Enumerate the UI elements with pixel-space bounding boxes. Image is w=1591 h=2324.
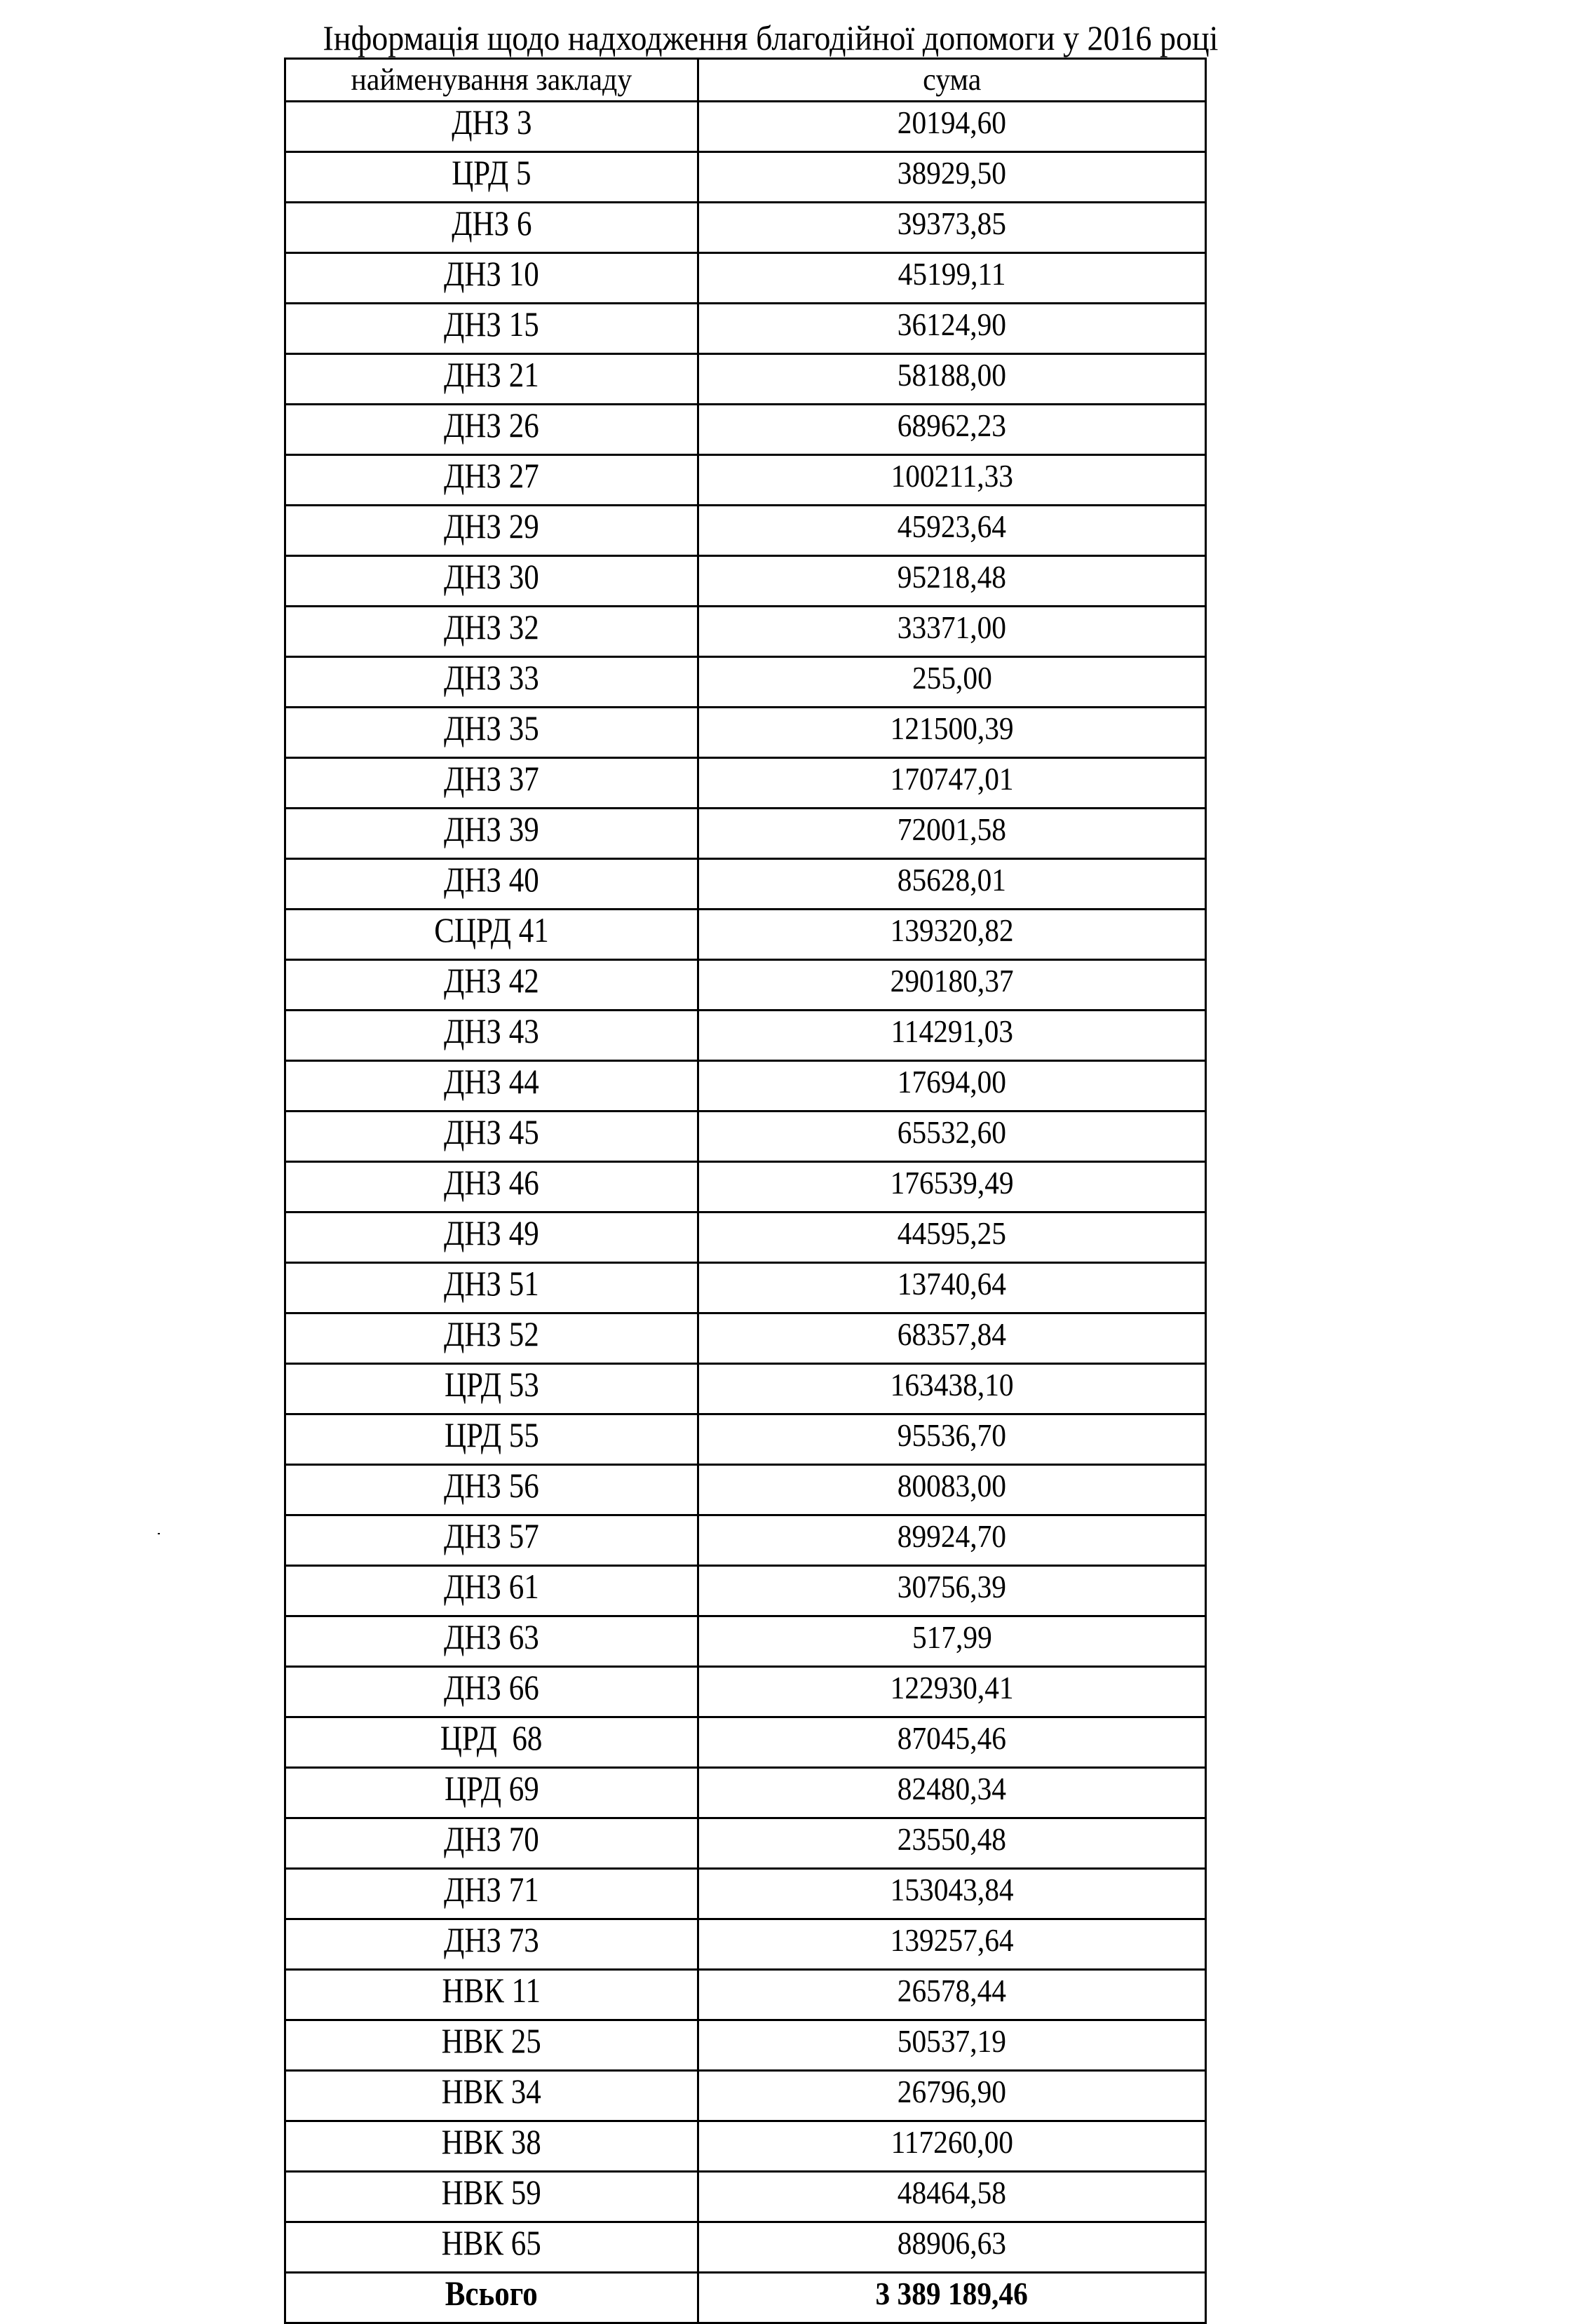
institution-name: ЦРД 68 (440, 1718, 543, 1757)
amount-cell (698, 1364, 1206, 1414)
table-row (285, 910, 1206, 960)
amount-value: 17694,00 (897, 1065, 1007, 1100)
table-row (285, 1465, 1206, 1515)
institution-cell (285, 1313, 698, 1364)
amount-cell (698, 1212, 1206, 1263)
amount-value: 95536,70 (897, 1418, 1007, 1453)
institution-name: ДНЗ 35 (444, 708, 539, 748)
amount-cell (698, 1263, 1206, 1313)
amount-value: 95218,48 (897, 560, 1007, 595)
institution-name: ДНЗ 27 (444, 456, 539, 495)
institution-name: СЦРД 41 (434, 910, 549, 950)
table-row (285, 1011, 1206, 1061)
institution-cell (285, 2222, 698, 2273)
institution-cell (285, 1011, 698, 1061)
institution-name: ДНЗ 21 (444, 355, 539, 394)
institution-name: НВК 11 (442, 1971, 541, 2010)
table-row (285, 1061, 1206, 1112)
institution-name: ДНЗ 51 (444, 1264, 539, 1303)
institution-name: ДНЗ 30 (444, 557, 539, 596)
institution-name: ЦРД 5 (452, 153, 532, 192)
institution-cell (285, 304, 698, 354)
institution-name: ДНЗ 70 (444, 1819, 539, 1858)
institution-cell (285, 556, 698, 607)
institution-name: ДНЗ 71 (444, 1870, 539, 1909)
amount-value: 88906,63 (897, 2226, 1007, 2261)
institution-name: ДНЗ 42 (444, 961, 539, 1000)
table-row (285, 1970, 1206, 2020)
amount-value: 139320,82 (890, 913, 1014, 948)
amount-value: 87045,46 (897, 1721, 1007, 1756)
institution-cell (285, 1919, 698, 1970)
amount-cell (698, 2222, 1206, 2273)
amount-value: 65532,60 (897, 1115, 1007, 1150)
table-row (285, 1919, 1206, 1970)
institution-cell (285, 203, 698, 253)
amount-value: 50537,19 (897, 2024, 1007, 2059)
amount-cell (698, 1515, 1206, 1566)
institution-cell (285, 152, 698, 203)
institution-name: ДНЗ 32 (444, 607, 539, 647)
amount-cell (698, 1061, 1206, 1112)
institution-name: НВК 65 (441, 2223, 542, 2262)
institution-cell (285, 253, 698, 304)
amount-value: 153043,84 (890, 1872, 1014, 1907)
table-header-row (285, 59, 1206, 102)
institution-name: НВК 59 (441, 2173, 542, 2212)
institution-name: ДНЗ 3 (451, 102, 532, 142)
institution-cell (285, 405, 698, 455)
institution-cell (285, 1717, 698, 1768)
institution-cell (285, 455, 698, 506)
institution-name: НВК 38 (441, 2122, 542, 2161)
amount-cell (698, 203, 1206, 253)
amount-cell (698, 1768, 1206, 1818)
amount-value: 30756,39 (897, 1569, 1007, 1604)
table-row (285, 1414, 1206, 1465)
institution-cell (285, 1414, 698, 1465)
institution-name: ДНЗ 6 (451, 203, 532, 243)
amount-cell (698, 960, 1206, 1011)
amount-cell (698, 758, 1206, 809)
amount-cell (698, 607, 1206, 657)
institution-cell (285, 657, 698, 708)
institution-cell (285, 1616, 698, 1667)
amount-cell (698, 1616, 1206, 1667)
amount-value: 170747,01 (890, 762, 1014, 797)
amount-value: 33371,00 (897, 610, 1007, 645)
table-row (285, 1162, 1206, 1212)
institution-cell (285, 506, 698, 556)
amount-value: 117260,00 (891, 2125, 1013, 2160)
amount-value: 39373,85 (897, 206, 1007, 241)
institution-name: ДНЗ 61 (444, 1567, 539, 1606)
institution-name: ДНЗ 44 (444, 1062, 539, 1101)
institution-cell (285, 1162, 698, 1212)
amount-cell (698, 152, 1206, 203)
institution-cell (285, 2071, 698, 2121)
amount-value: 36124,90 (897, 307, 1007, 342)
table-row (285, 960, 1206, 1011)
amount-cell (698, 1717, 1206, 1768)
amount-value: 290180,37 (890, 964, 1014, 999)
amount-cell (698, 859, 1206, 910)
institution-name: НВК 34 (441, 2072, 542, 2111)
table-row (285, 152, 1206, 203)
amount-value: 45199,11 (898, 257, 1006, 292)
table-row (285, 1566, 1206, 1616)
institution-cell (285, 1667, 698, 1717)
institution-name: ДНЗ 29 (444, 506, 539, 546)
amount-value: 85628,01 (897, 863, 1007, 898)
institution-name: ДНЗ 26 (444, 405, 539, 445)
table-row (285, 304, 1206, 354)
amount-cell (698, 1162, 1206, 1212)
amount-cell (698, 1414, 1206, 1465)
institution-cell (285, 1869, 698, 1919)
table-row (285, 607, 1206, 657)
amount-value: 176539,49 (890, 1166, 1014, 1201)
amount-cell (698, 102, 1206, 152)
total-label-cell (285, 2273, 698, 2323)
institution-name: ДНЗ 73 (444, 1920, 539, 1959)
institution-cell (285, 1768, 698, 1818)
amount-value: 72001,58 (897, 812, 1007, 847)
institution-cell (285, 1566, 698, 1616)
amount-value: 122930,41 (890, 1670, 1014, 1705)
amount-value: 68962,23 (897, 408, 1007, 443)
table-row (285, 1112, 1206, 1162)
amount-value: 517,99 (912, 1620, 992, 1655)
amount-cell (698, 1869, 1206, 1919)
institution-cell (285, 708, 698, 758)
institution-name: ДНЗ 15 (444, 304, 539, 344)
institution-cell (285, 2121, 698, 2172)
table-row (285, 2071, 1206, 2121)
amount-cell (698, 2172, 1206, 2222)
institution-name: ЦРД 69 (444, 1769, 539, 1808)
institution-cell (285, 910, 698, 960)
institution-cell (285, 102, 698, 152)
table-row (285, 1364, 1206, 1414)
table-row (285, 354, 1206, 405)
document-title (284, 18, 1219, 58)
table-row (285, 1869, 1206, 1919)
amount-value: 68357,84 (897, 1317, 1007, 1352)
institution-name: ДНЗ 49 (444, 1213, 539, 1252)
table-row (285, 2121, 1206, 2172)
amount-cell (698, 1667, 1206, 1717)
column-header-name-text: найменування закладу (351, 62, 632, 97)
institution-name: ДНЗ 57 (444, 1516, 539, 1555)
table-row (285, 506, 1206, 556)
institution-name: ДНЗ 10 (444, 254, 539, 293)
amount-value: 23550,48 (897, 1822, 1007, 1857)
amount-value: 121500,39 (890, 711, 1014, 746)
table-row (285, 657, 1206, 708)
amount-value: 163438,10 (890, 1367, 1014, 1403)
institution-cell (285, 1364, 698, 1414)
institution-cell (285, 859, 698, 910)
table-row (285, 1717, 1206, 1768)
institution-name: ДНЗ 56 (444, 1466, 539, 1505)
institution-cell (285, 1970, 698, 2020)
table-row (285, 1263, 1206, 1313)
amount-cell (698, 1818, 1206, 1869)
institution-name: ДНЗ 46 (444, 1163, 539, 1202)
amount-cell (698, 1970, 1206, 2020)
institution-cell (285, 1212, 698, 1263)
table-row (285, 859, 1206, 910)
column-header-amount (698, 59, 1206, 102)
institution-name: ДНЗ 43 (444, 1011, 539, 1050)
institution-cell (285, 1263, 698, 1313)
amount-value: 44595,25 (897, 1216, 1007, 1251)
amount-cell (698, 253, 1206, 304)
institution-cell (285, 960, 698, 1011)
table-total-row (285, 2273, 1206, 2323)
amount-cell (698, 809, 1206, 859)
amount-value: 82480,34 (897, 1771, 1007, 1806)
amount-cell (698, 405, 1206, 455)
amount-cell (698, 354, 1206, 405)
amount-value: 26796,90 (897, 2074, 1007, 2109)
table-row (285, 102, 1206, 152)
amount-cell (698, 910, 1206, 960)
table-row (285, 1818, 1206, 1869)
total-amount-cell (698, 2273, 1206, 2323)
amount-cell (698, 304, 1206, 354)
amount-value: 45923,64 (897, 509, 1007, 544)
column-header-amount-text: сума (922, 62, 982, 97)
amount-cell (698, 2121, 1206, 2172)
amount-cell (698, 556, 1206, 607)
table-row (285, 455, 1206, 506)
table-row (285, 809, 1206, 859)
institution-name: ДНЗ 63 (444, 1617, 539, 1656)
column-header-name (285, 59, 698, 102)
document-title-text: Інформація щодо надходження благодійної допомоги у 2016 році (323, 18, 1219, 58)
table-row (285, 556, 1206, 607)
institution-cell (285, 758, 698, 809)
table-row (285, 1768, 1206, 1818)
table-row (285, 253, 1206, 304)
amount-value: 80083,00 (897, 1468, 1007, 1504)
institution-cell (285, 809, 698, 859)
total-amount: 3 389 189,46 (875, 2276, 1029, 2311)
institution-cell (285, 1818, 698, 1869)
table-row (285, 1313, 1206, 1364)
table-body (285, 102, 1206, 2273)
amount-value: 26578,44 (897, 1973, 1007, 2008)
table-row (285, 405, 1206, 455)
institution-cell (285, 1112, 698, 1162)
amount-cell (698, 1313, 1206, 1364)
amount-value: 20194,60 (897, 105, 1007, 140)
institution-name: ДНЗ 45 (444, 1112, 539, 1151)
institution-cell (285, 1061, 698, 1112)
institution-name: ДНЗ 37 (444, 759, 539, 798)
institution-cell (285, 607, 698, 657)
table-row (285, 1515, 1206, 1566)
total-label: Всього (445, 2274, 538, 2313)
amount-value: 89924,70 (897, 1519, 1007, 1554)
amount-cell (698, 657, 1206, 708)
table-row (285, 1212, 1206, 1263)
amount-cell (698, 455, 1206, 506)
institution-name: ЦРД 55 (444, 1415, 539, 1454)
amount-value: 38929,50 (897, 156, 1007, 191)
amount-cell (698, 2020, 1206, 2071)
institution-name: НВК 25 (441, 2021, 542, 2060)
amount-cell (698, 1919, 1206, 1970)
amount-value: 100211,33 (891, 459, 1013, 494)
institution-name: ДНЗ 33 (444, 658, 539, 697)
institution-cell (285, 354, 698, 405)
institution-cell (285, 2172, 698, 2222)
table-row (285, 2222, 1206, 2273)
amount-cell (698, 1011, 1206, 1061)
institution-name: ДНЗ 39 (444, 809, 539, 849)
institution-cell (285, 1465, 698, 1515)
table-row (285, 1667, 1206, 1717)
table-row (285, 2020, 1206, 2071)
amount-cell (698, 1465, 1206, 1515)
table-row (285, 203, 1206, 253)
amount-value: 255,00 (912, 661, 992, 696)
amount-value: 139257,64 (890, 1923, 1014, 1958)
table-row (285, 708, 1206, 758)
institution-cell (285, 2020, 698, 2071)
institution-cell (285, 1515, 698, 1566)
institution-name: ЦРД 53 (444, 1365, 539, 1404)
table-row (285, 1616, 1206, 1667)
amount-value: 13740,64 (897, 1266, 1007, 1302)
amount-value: 48464,58 (897, 2175, 1007, 2210)
amount-cell (698, 1112, 1206, 1162)
donations-table (284, 58, 1207, 2324)
scan-speck (158, 1533, 160, 1534)
amount-value: 114291,03 (891, 1014, 1013, 1049)
amount-cell (698, 1566, 1206, 1616)
table-row (285, 2172, 1206, 2222)
amount-cell (698, 708, 1206, 758)
amount-cell (698, 506, 1206, 556)
institution-name: ДНЗ 40 (444, 860, 539, 899)
table-row (285, 758, 1206, 809)
amount-cell (698, 2071, 1206, 2121)
institution-name: ДНЗ 66 (444, 1668, 539, 1707)
amount-value: 58188,00 (897, 358, 1007, 393)
institution-name: ДНЗ 52 (444, 1314, 539, 1353)
